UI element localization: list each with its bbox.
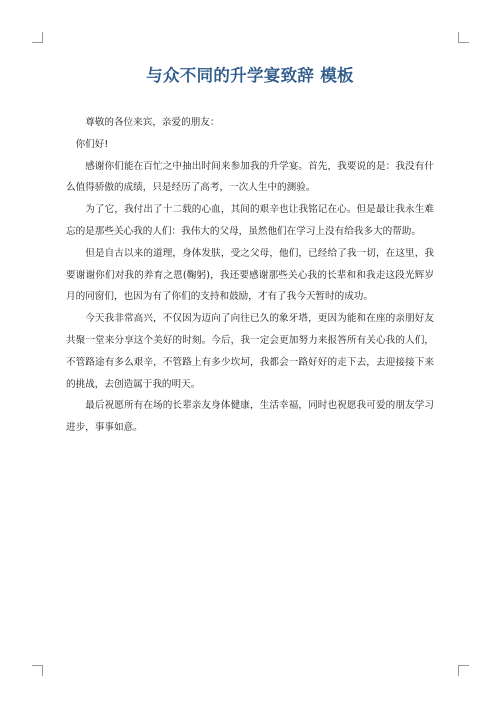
page-corner-mark-bottom-left xyxy=(32,665,43,676)
page-corner-mark-bottom-right xyxy=(458,665,469,676)
paragraph-5: 最后祝愿所有在场的长辈亲友身体健康，生活幸福，同时也祝愿我可爱的朋友学习进步，事事如意。 xyxy=(66,400,434,434)
page-corner-mark-top-right xyxy=(458,32,469,43)
paragraph-1: 感谢你们能在百忙之中抽出时间来参加我的升学宴。首先，我要说的是：我没有什么值得骄傲的成绩，只是经历了高考，一次人生中的测验。 xyxy=(66,160,434,194)
paragraph-3: 但是自古以来的道理，身体发肤，受之父母，他们，已经给了我一切，在这里，我要谢谢你们对我的养育之恩(鞠躬)，我还要感谢那些关心我的长辈和和我走这段光辉岁月的同窗们，也因为有了你们的支持和鼓励，才有了我今天暂时的成功。 xyxy=(66,247,434,303)
document-title: 与众不同的升学宴致辞 模板 xyxy=(146,66,354,85)
greeting: 你们好! xyxy=(75,138,109,150)
paragraph-4: 今天我非常高兴，不仅因为迈向了向往已久的象牙塔，更因为能和在座的亲朋好友共聚一堂来分享这个美好的时刻。今后，我一定会更加努力来报答所有关心我的人们，不管路途有多么艰辛，不管路上有多少坎坷，我都会一路好好的走下去，去迎接接下来的挑战，去创造属于我的明天。 xyxy=(66,313,434,390)
salutation: 尊敬的各位来宾，亲爱的朋友： xyxy=(85,117,220,128)
paragraph-2: 为了它，我付出了十二载的心血，其间的艰辛也让我铭记在心。但是最让我永生难忘的是那些关心我的人们：我伟大的父母，虽然他们在学习上没有给我多大的帮助。 xyxy=(66,204,434,237)
page-corner-mark-top-left xyxy=(32,32,43,43)
document-body xyxy=(66,112,434,439)
